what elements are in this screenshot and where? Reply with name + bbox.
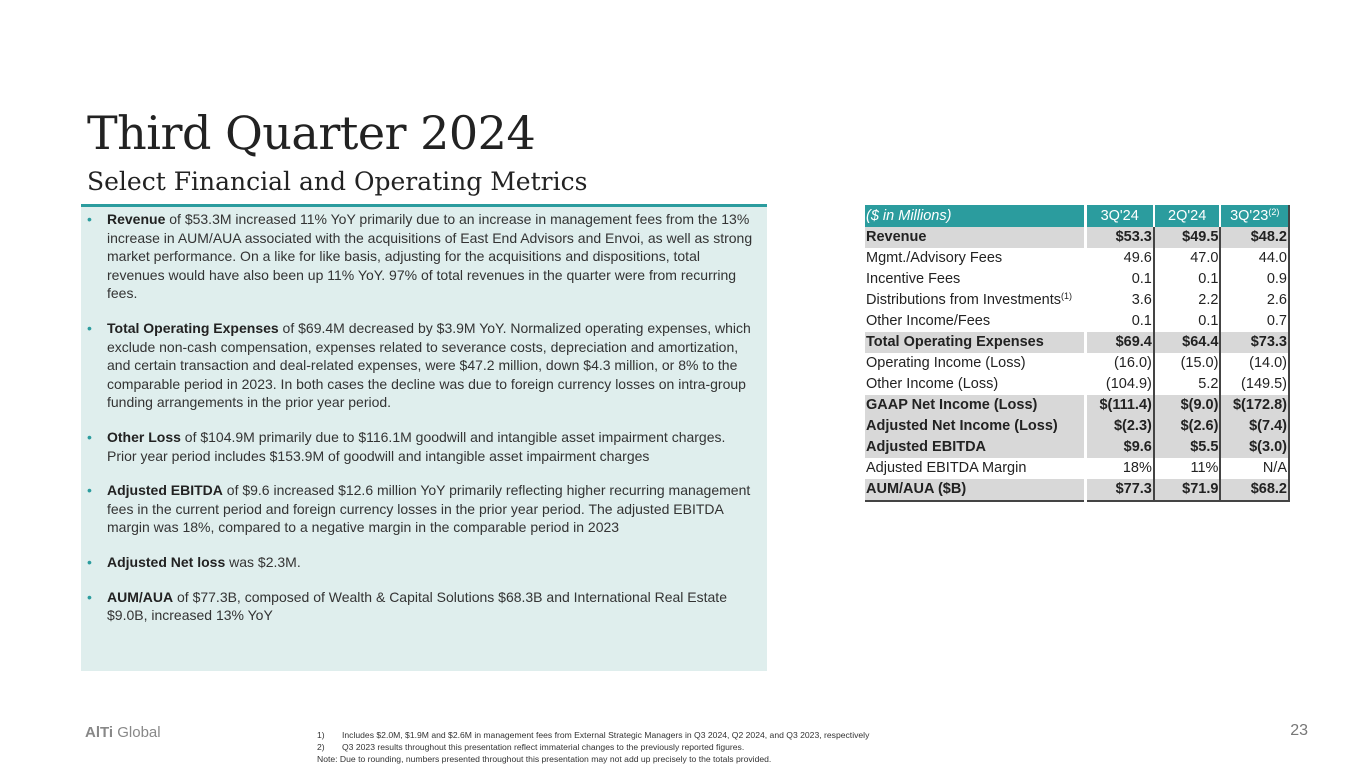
row-value-2q24: $71.9: [1154, 479, 1221, 501]
row-value-2q24: 47.0: [1154, 248, 1221, 269]
bullet-aum-aua: • AUM/AUA of $77.3B, composed of Wealth & Capital Solutions $68.3B and International Real Estate $9.0B, increased 13% YoY: [107, 588, 757, 625]
row-label: Operating Income (Loss): [865, 353, 1085, 374]
row-value-3q23: 0.7: [1220, 311, 1289, 332]
row-value-2q24: $5.5: [1154, 437, 1221, 458]
table-row: [865, 374, 1289, 395]
row-value-3q24: $(111.4): [1085, 395, 1154, 416]
row-value-3q24: $69.4: [1085, 332, 1154, 353]
footnotes: [317, 729, 869, 765]
row-label: AUM/AUA ($B): [865, 479, 1085, 501]
bullet-operating-expenses: • Total Operating Expenses of $69.4M decreased by $3.9M YoY. Normalized operating expenses, which exclude non-cash compensation, expenses related to severance costs, depreciation and amortization, and certain transaction and deal-related expenses, were $47.2 million, down $4.3 million, or 8% to the comparable period in 2023. In both cases the decline was due to foreign currency losses on intra-group funding arrangements in the prior year period.: [107, 319, 757, 412]
row-value-3q24: (16.0): [1085, 353, 1154, 374]
bullet-revenue: • Revenue of $53.3M increased 11% YoY primarily due to an increase in management fees from the 13% increase in AUM/AUA associated with the acquisitions of East End Advisors and Envoi, as well as strong market performance. On a like for like basis, adjusting for the acquisitions and dispositions, total revenues would have also been up 11% YoY. 97% of total revenues in the quarter were from recurring fees.: [107, 210, 757, 303]
row-value-2q24: 2.2: [1154, 290, 1221, 311]
row-value-3q23: $(172.8): [1220, 395, 1289, 416]
row-value-3q24: 18%: [1085, 458, 1154, 479]
footnote-1: 1) Includes $2.0M, $1.9M and $2.6M in management fees from External Strategic Managers in Q3 2024, Q2 2024, and Q3 2023, respectively: [317, 730, 870, 740]
table-row: [865, 227, 1289, 248]
row-label: GAAP Net Income (Loss): [865, 395, 1085, 416]
header-col-3q24: 3Q'24: [1085, 205, 1154, 227]
row-value-3q24: 0.1: [1085, 311, 1154, 332]
table-row: [865, 269, 1289, 290]
page-subtitle: Select Financial and Operating Metrics: [87, 167, 588, 196]
row-value-3q23: 2.6: [1220, 290, 1289, 311]
company-logo: AlTi Global: [85, 724, 161, 741]
row-value-2q24: $(9.0): [1154, 395, 1221, 416]
row-label: Mgmt./Advisory Fees: [865, 248, 1085, 269]
row-value-3q23: $73.3: [1220, 332, 1289, 353]
row-value-3q23: $68.2: [1220, 479, 1289, 501]
row-value-2q24: $64.4: [1154, 332, 1221, 353]
row-label: Other Income/Fees: [865, 311, 1085, 332]
page-number: 23: [1290, 722, 1308, 739]
table-row: [865, 416, 1289, 437]
row-value-3q24: $53.3: [1085, 227, 1154, 248]
row-value-3q23: $(3.0): [1220, 437, 1289, 458]
row-value-2q24: (15.0): [1154, 353, 1221, 374]
financial-metrics-table: [865, 205, 1290, 502]
table-row: [865, 332, 1289, 353]
row-label: Adjusted EBITDA Margin: [865, 458, 1085, 479]
table-row: [865, 353, 1289, 374]
row-value-2q24: 5.2: [1154, 374, 1221, 395]
commentary-list: [107, 210, 757, 641]
page-title: Third Quarter 2024: [87, 106, 536, 160]
row-value-3q24: $(2.3): [1085, 416, 1154, 437]
table-row: [865, 437, 1289, 458]
header-col-3q23: 3Q'23$^{(2)}$: [1220, 205, 1289, 227]
row-label: Revenue: [865, 227, 1085, 248]
row-value-3q23: 0.9: [1220, 269, 1289, 290]
row-value-3q24: 0.1: [1085, 269, 1154, 290]
row-value-3q24: (104.9): [1085, 374, 1154, 395]
table-row: [865, 479, 1289, 501]
bullet-other-loss: • Other Loss of $104.9M primarily due to $116.1M goodwill and intangible asset impairment charges. Prior year period includes $153.9M of goodwill and intangible asset impairment charges: [107, 428, 757, 465]
table-body: [865, 227, 1289, 501]
footnote-2: 2) Q3 2023 results throughout this presentation reflect immaterial changes to the previously reported figures.: [317, 742, 745, 752]
header-units-label: ($ in Millions): [865, 205, 1085, 227]
row-label: Adjusted Net Income (Loss): [865, 416, 1085, 437]
table-row: [865, 458, 1289, 479]
row-value-2q24: 0.1: [1154, 269, 1221, 290]
row-value-3q23: $48.2: [1220, 227, 1289, 248]
row-value-3q23: N/A: [1220, 458, 1289, 479]
row-label: Incentive Fees: [865, 269, 1085, 290]
rounding-note: Note: Due to rounding, numbers presented throughout this presentation may not add up precisely to the totals provided.: [317, 754, 772, 764]
row-value-2q24: 11%: [1154, 458, 1221, 479]
row-value-2q24: $(2.6): [1154, 416, 1221, 437]
row-value-2q24: $49.5: [1154, 227, 1221, 248]
row-value-3q24: 49.6: [1085, 248, 1154, 269]
row-label: Other Income (Loss): [865, 374, 1085, 395]
table-header-row: [865, 205, 1289, 227]
table-row: [865, 395, 1289, 416]
commentary-panel: [81, 204, 767, 671]
bullet-adjusted-net-loss: • Adjusted Net loss was $2.3M.: [107, 553, 757, 572]
row-value-3q23: (149.5): [1220, 374, 1289, 395]
row-value-3q23: $(7.4): [1220, 416, 1289, 437]
row-value-3q24: $9.6: [1085, 437, 1154, 458]
row-value-3q24: 3.6: [1085, 290, 1154, 311]
row-value-2q24: 0.1: [1154, 311, 1221, 332]
row-label: Distributions from Investments$^{(1)}$: [865, 290, 1085, 311]
bullet-adjusted-ebitda: • Adjusted EBITDA of $9.6 increased $12.6 million YoY primarily reflecting higher recurring management fees in the current period and foreign currency losses in the prior year period. The adjusted EBITDA margin was 18%, compared to a negative margin in the comparable period in 2023: [107, 481, 757, 537]
row-value-3q23: 44.0: [1220, 248, 1289, 269]
row-label: Total Operating Expenses: [865, 332, 1085, 353]
table-row: [865, 290, 1289, 311]
table-row: [865, 248, 1289, 269]
row-label: Adjusted EBITDA: [865, 437, 1085, 458]
table-row: [865, 311, 1289, 332]
header-col-2q24: 2Q'24: [1154, 205, 1221, 227]
row-value-3q23: (14.0): [1220, 353, 1289, 374]
row-value-3q24: $77.3: [1085, 479, 1154, 501]
